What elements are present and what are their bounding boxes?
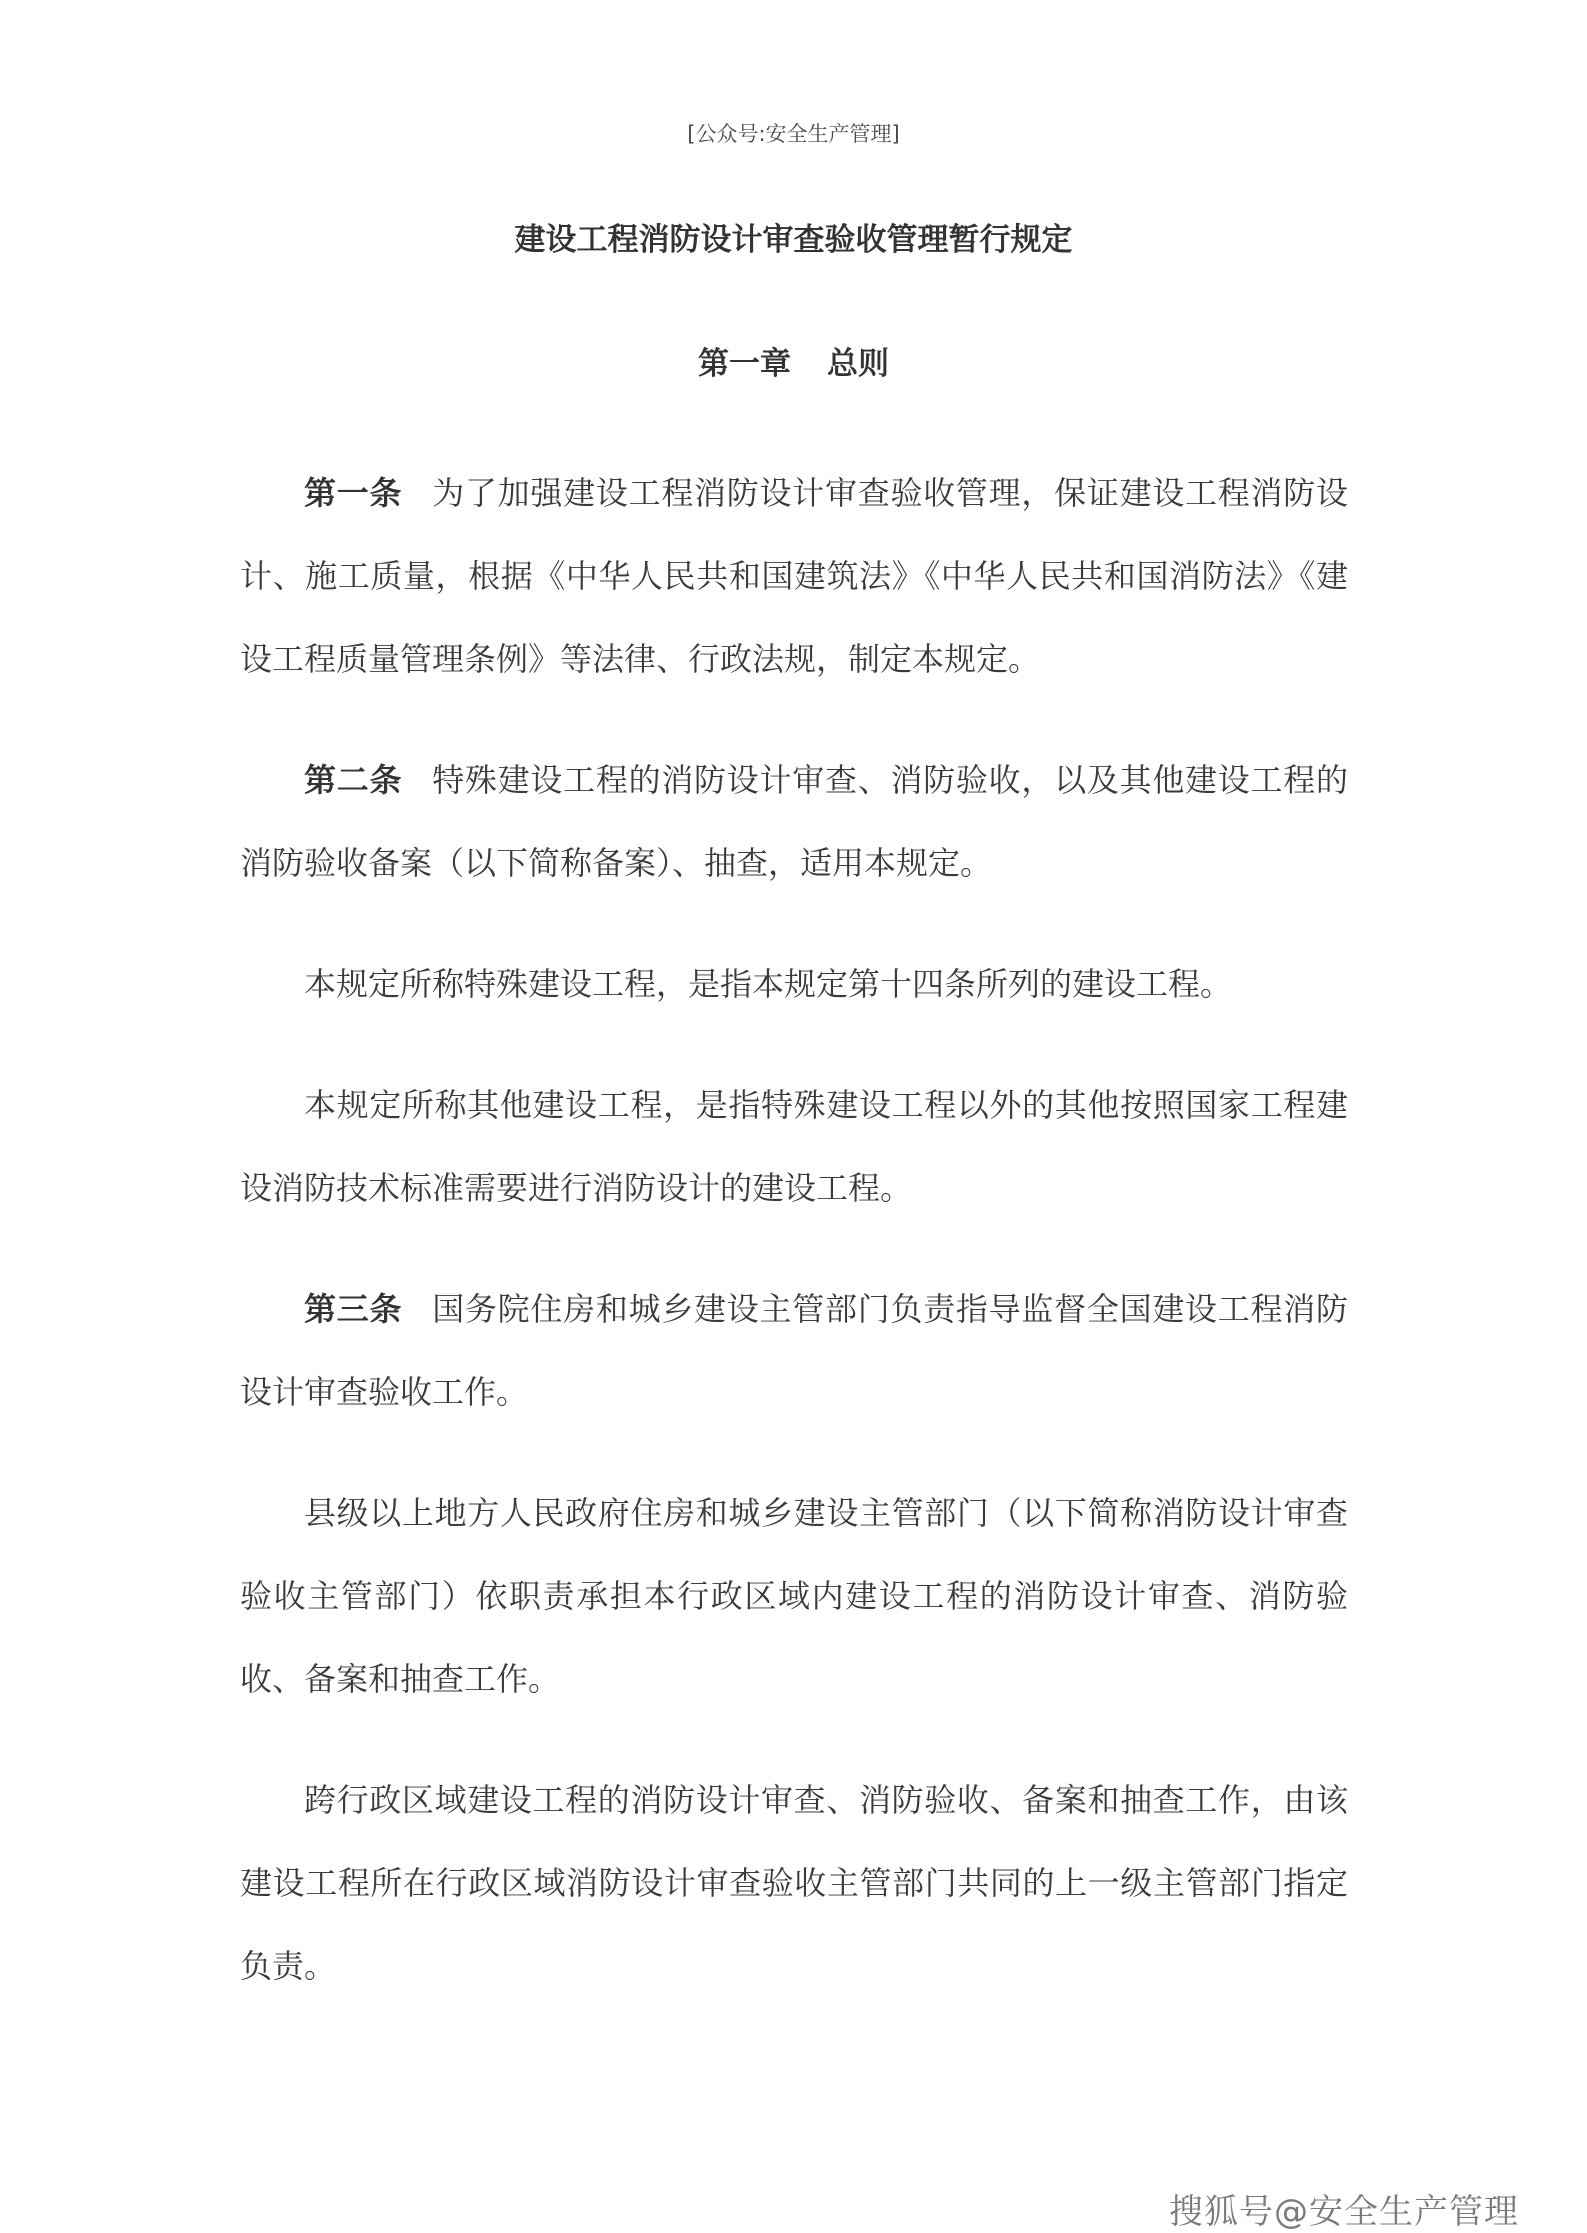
article-label: 第一条 xyxy=(304,474,403,512)
document-title: 建设工程消防设计审查验收管理暂行规定 xyxy=(514,222,1073,258)
paragraph-text: 国务院住房和城乡建设主管部门负责指导监督全国建设工程消防设计审查验收工作。 xyxy=(240,1290,1348,1411)
header-note: [公众号:安全生产管理] xyxy=(687,122,900,146)
paragraph xyxy=(240,739,1348,905)
chapter-name: 总则 xyxy=(827,346,889,382)
paragraph xyxy=(240,1268,1348,1434)
paragraph-text: 本规定所称特殊建设工程，是指本规定第十四条所列的建设工程。 xyxy=(304,965,1233,1003)
paragraph xyxy=(240,943,1348,1026)
article-label: 第二条 xyxy=(304,761,403,799)
paragraph-text: 跨行政区域建设工程的消防设计审查、消防验收、备案和抽查工作，由该建设工程所在行政区域消防设计审查验收主管部门共同的上一级主管部门指定负责。 xyxy=(240,1781,1348,1985)
paragraph xyxy=(240,1759,1348,2008)
paragraph-text: 本规定所称其他建设工程，是指特殊建设工程以外的其他按照国家工程建设消防技术标准需要进行消防设计的建设工程。 xyxy=(240,1086,1348,1207)
paragraph xyxy=(240,452,1348,701)
paragraph-text: 为了加强建设工程消防设计审查验收管理，保证建设工程消防设计、施工质量，根据《中华人民共和国建筑法》《中华人民共和国消防法》《建设工程质量管理条例》等法律、行政法规，制定本规定。 xyxy=(240,474,1348,678)
chapter-heading xyxy=(0,338,1587,383)
chapter-number: 第一章 xyxy=(698,346,791,382)
paragraph xyxy=(240,1472,1348,1721)
paragraph-text: 县级以上地方人民政府住房和城乡建设主管部门（以下简称消防设计审查验收主管部门）依职责承担本行政区域内建设工程的消防设计审查、消防验收、备案和抽查工作。 xyxy=(240,1494,1348,1698)
document-body xyxy=(240,452,1348,2008)
paragraph-text: 特殊建设工程的消防设计审查、消防验收，以及其他建设工程的消防验收备案（以下简称备案）、抽查，适用本规定。 xyxy=(240,761,1348,882)
source-watermark: 搜狐号@安全生产管理 xyxy=(1169,2192,1519,2232)
paragraph xyxy=(240,1064,1348,1230)
article-label: 第三条 xyxy=(304,1290,403,1328)
